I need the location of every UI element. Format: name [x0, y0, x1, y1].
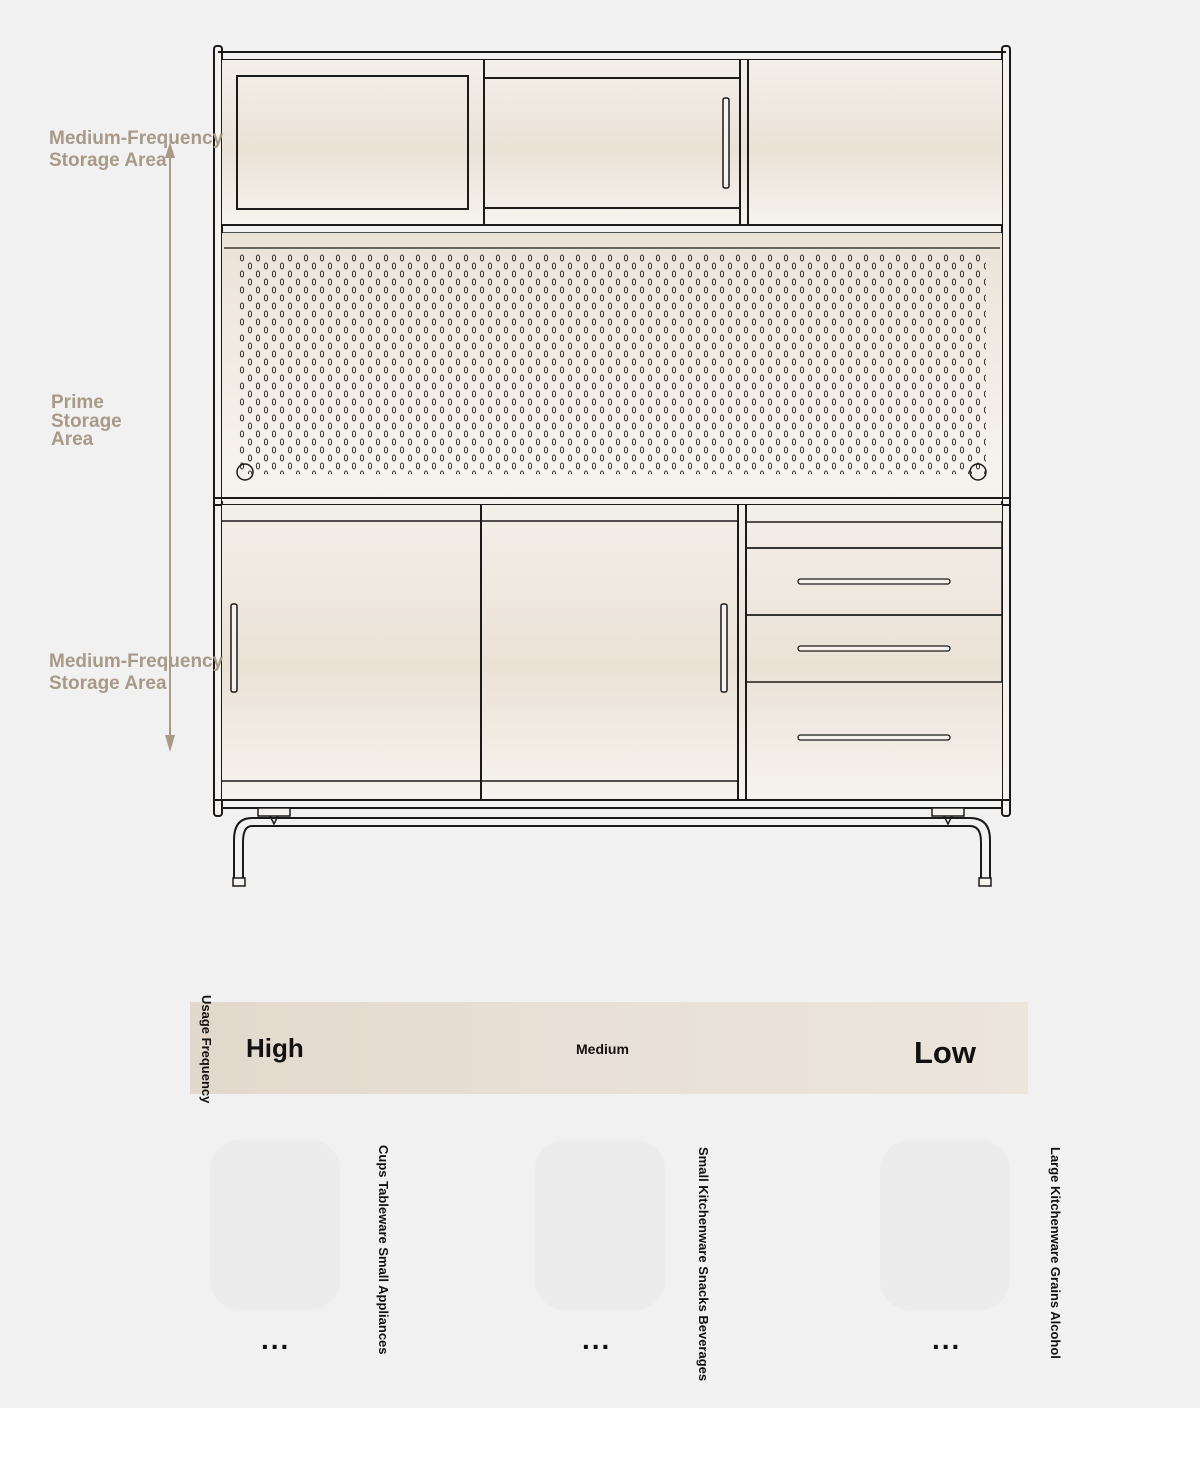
- zone-label-bottom-line1: Medium-Frequency: [49, 651, 224, 672]
- drawer-2-handle: [798, 646, 950, 651]
- category-3-items: Large Kitchenware Grains Alcohol: [1048, 1147, 1063, 1359]
- zone-label-middle-line1: Prime: [51, 392, 104, 413]
- frequency-high-label: High: [246, 1033, 304, 1063]
- zone-label-bottom-line2: Storage Area: [49, 673, 167, 694]
- pegboard: [214, 233, 1010, 505]
- bottom-strip: [0, 1408, 1200, 1466]
- zone-label-middle-line2: Storage: [51, 410, 122, 432]
- zone-label-top-line2: Storage Area: [49, 150, 167, 171]
- category-1-more: ...: [261, 1324, 291, 1355]
- zone-label-bottom: [49, 651, 223, 695]
- category-placeholder-2: [535, 1140, 665, 1310]
- zone-label-middle-line3: Area: [51, 429, 94, 450]
- category-1-items: Cups Tableware Small Appliances: [376, 1145, 391, 1355]
- lower-left-door-handle: [231, 604, 237, 692]
- drawer-3-handle: [798, 735, 950, 740]
- upper-door-handle: [723, 98, 729, 188]
- zone-label-middle: [51, 394, 122, 450]
- category-3-more: ...: [932, 1324, 962, 1355]
- frequency-medium-label: Medium: [576, 1041, 629, 1057]
- upper-section: [222, 60, 1002, 233]
- lower-middle-door-handle: [721, 604, 727, 692]
- zone-label-top: [49, 128, 223, 172]
- usage-frequency-axis-label: Usage Frequency: [199, 995, 214, 1104]
- category-2-more: ...: [582, 1324, 612, 1355]
- cabinet-base: [233, 808, 991, 886]
- category-2-items: Small Kitchenware Snacks Beverages: [696, 1147, 711, 1382]
- zone-label-top-line1: Medium-Frequency: [49, 128, 224, 149]
- category-placeholder-1: [210, 1140, 340, 1310]
- lower-section: [214, 505, 1010, 808]
- drawer-1-handle: [798, 579, 950, 584]
- frequency-low-label: Low: [914, 1035, 976, 1070]
- category-placeholder-3: [880, 1140, 1010, 1310]
